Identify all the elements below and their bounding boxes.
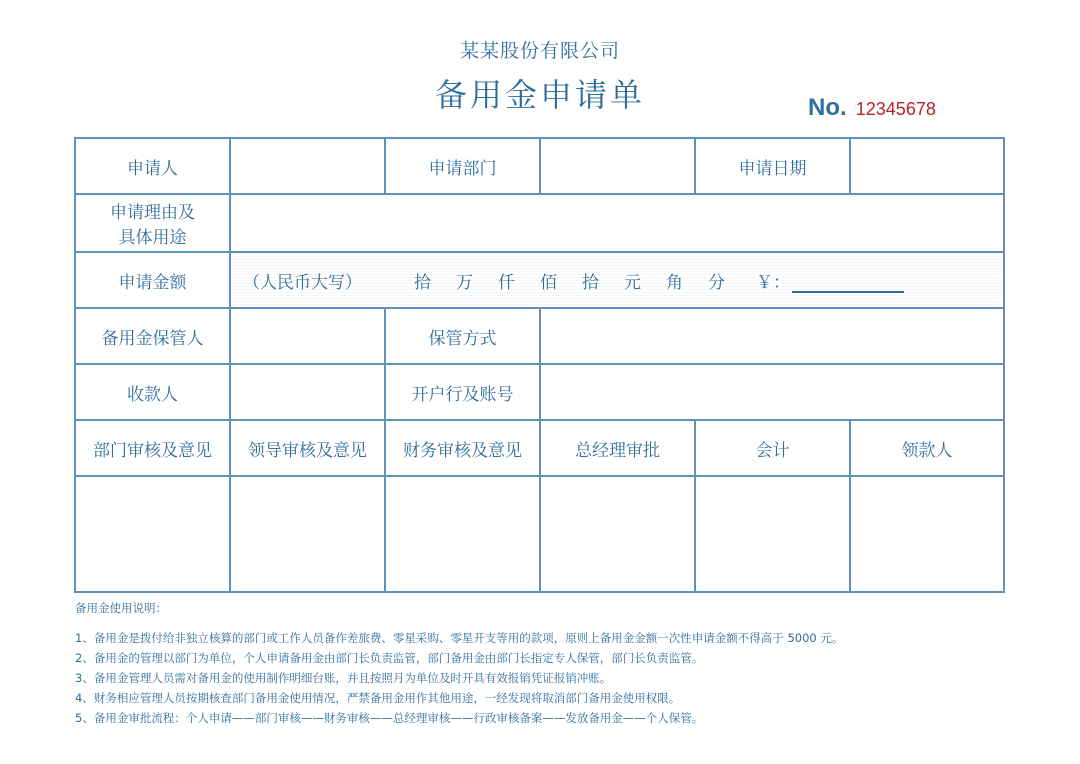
table-row xyxy=(75,476,1004,592)
serial-number: 12345678 xyxy=(855,99,936,119)
note-item: 5、备用金审批流程：个人申请——部门审核——财务审核——总经理审核——行政审核备案——发放备用金——个人保管。 xyxy=(75,711,704,725)
bank-account-label: 开户行及账号 xyxy=(385,364,540,420)
date-field[interactable] xyxy=(850,138,1004,194)
custodian-label: 备用金保管人 xyxy=(75,308,230,364)
serial-label: No. xyxy=(808,94,847,121)
department-label: 申请部门 xyxy=(385,138,540,194)
payee-label: 收款人 xyxy=(75,364,230,420)
note-item: 2、备用金的管理以部门为单位，个人申请备用金由部门长负责监管，部门备用金由部门长指定专人保管，部门长负责监管。 xyxy=(75,651,704,665)
amount-caps-label: （人民币大写） xyxy=(243,272,362,293)
approval-header-leader: 领导审核及意见 xyxy=(230,420,385,476)
date-label: 申请日期 xyxy=(695,138,850,194)
approval-header-finance: 财务审核及意见 xyxy=(385,420,540,476)
reason-label-line1: 申请理由及 xyxy=(110,203,195,223)
bank-account-field[interactable] xyxy=(540,364,1004,420)
approval-header-recipient: 领款人 xyxy=(850,420,1004,476)
custodian-field[interactable] xyxy=(230,308,385,364)
note-item: 1、备用金是拨付给非独立核算的部门或工作人员备作差旅费、零星采购、零星开支等用的款项，原则上备用金金额一次性申请金额不得高于 5000 元。 xyxy=(75,631,844,645)
approval-header-gm: 总经理审批 xyxy=(540,420,695,476)
note-item: 3、备用金管理人员需对备用金的使用制作明细台账，并且按照月为单位及时开具有效报销凭证报销冲账。 xyxy=(75,671,612,685)
payee-field[interactable] xyxy=(230,364,385,420)
table-row xyxy=(75,138,1004,194)
unit-label: 元 xyxy=(624,272,641,293)
table-row xyxy=(75,308,1004,364)
form-title: 备用金申请单 xyxy=(434,76,645,114)
table-row xyxy=(75,252,1004,308)
unit-label: 角 xyxy=(666,272,683,293)
reason-field[interactable] xyxy=(230,194,1004,252)
approval-field-recipient[interactable] xyxy=(850,476,1004,592)
reason-label-line2: 具体用途 xyxy=(118,228,187,248)
approval-field-finance[interactable] xyxy=(385,476,540,592)
reason-label xyxy=(75,194,230,252)
applicant-label: 申请人 xyxy=(75,138,230,194)
approval-field-accountant[interactable] xyxy=(695,476,850,592)
applicant-field[interactable] xyxy=(230,138,385,194)
unit-label: 万 xyxy=(456,272,473,293)
custody-method-field[interactable] xyxy=(540,308,1004,364)
approval-field-gm[interactable] xyxy=(540,476,695,592)
unit-label: 仟 xyxy=(498,272,515,293)
note-item: 4、财务相应管理人员按期核查部门备用金使用情况，严禁备用金用作其他用途，一经发现将取消部门备用金使用权限。 xyxy=(75,691,681,705)
amount-field[interactable] xyxy=(230,252,1004,308)
approval-field-department[interactable] xyxy=(75,476,230,592)
table-row xyxy=(75,364,1004,420)
table-row xyxy=(75,420,1004,476)
usage-notes xyxy=(75,600,1015,728)
amount-label: 申请金额 xyxy=(75,252,230,308)
unit-label: 分 xyxy=(708,272,725,293)
table-row xyxy=(75,194,1004,252)
unit-label: 佰 xyxy=(540,272,557,293)
unit-label: 拾 xyxy=(414,272,431,293)
company-name: 某某股份有限公司 xyxy=(459,40,620,62)
department-field[interactable] xyxy=(540,138,695,194)
application-form-table xyxy=(74,137,1005,593)
approval-header-department: 部门审核及意见 xyxy=(75,420,230,476)
amount-underline[interactable] xyxy=(792,273,904,293)
serial-number-block xyxy=(808,94,936,122)
notes-title: 备用金使用说明： xyxy=(75,601,167,615)
unit-label: 拾 xyxy=(582,272,599,293)
yen-label: ￥： xyxy=(756,272,790,293)
approval-field-leader[interactable] xyxy=(230,476,385,592)
approval-header-accountant: 会计 xyxy=(695,420,850,476)
custody-method-label: 保管方式 xyxy=(385,308,540,364)
